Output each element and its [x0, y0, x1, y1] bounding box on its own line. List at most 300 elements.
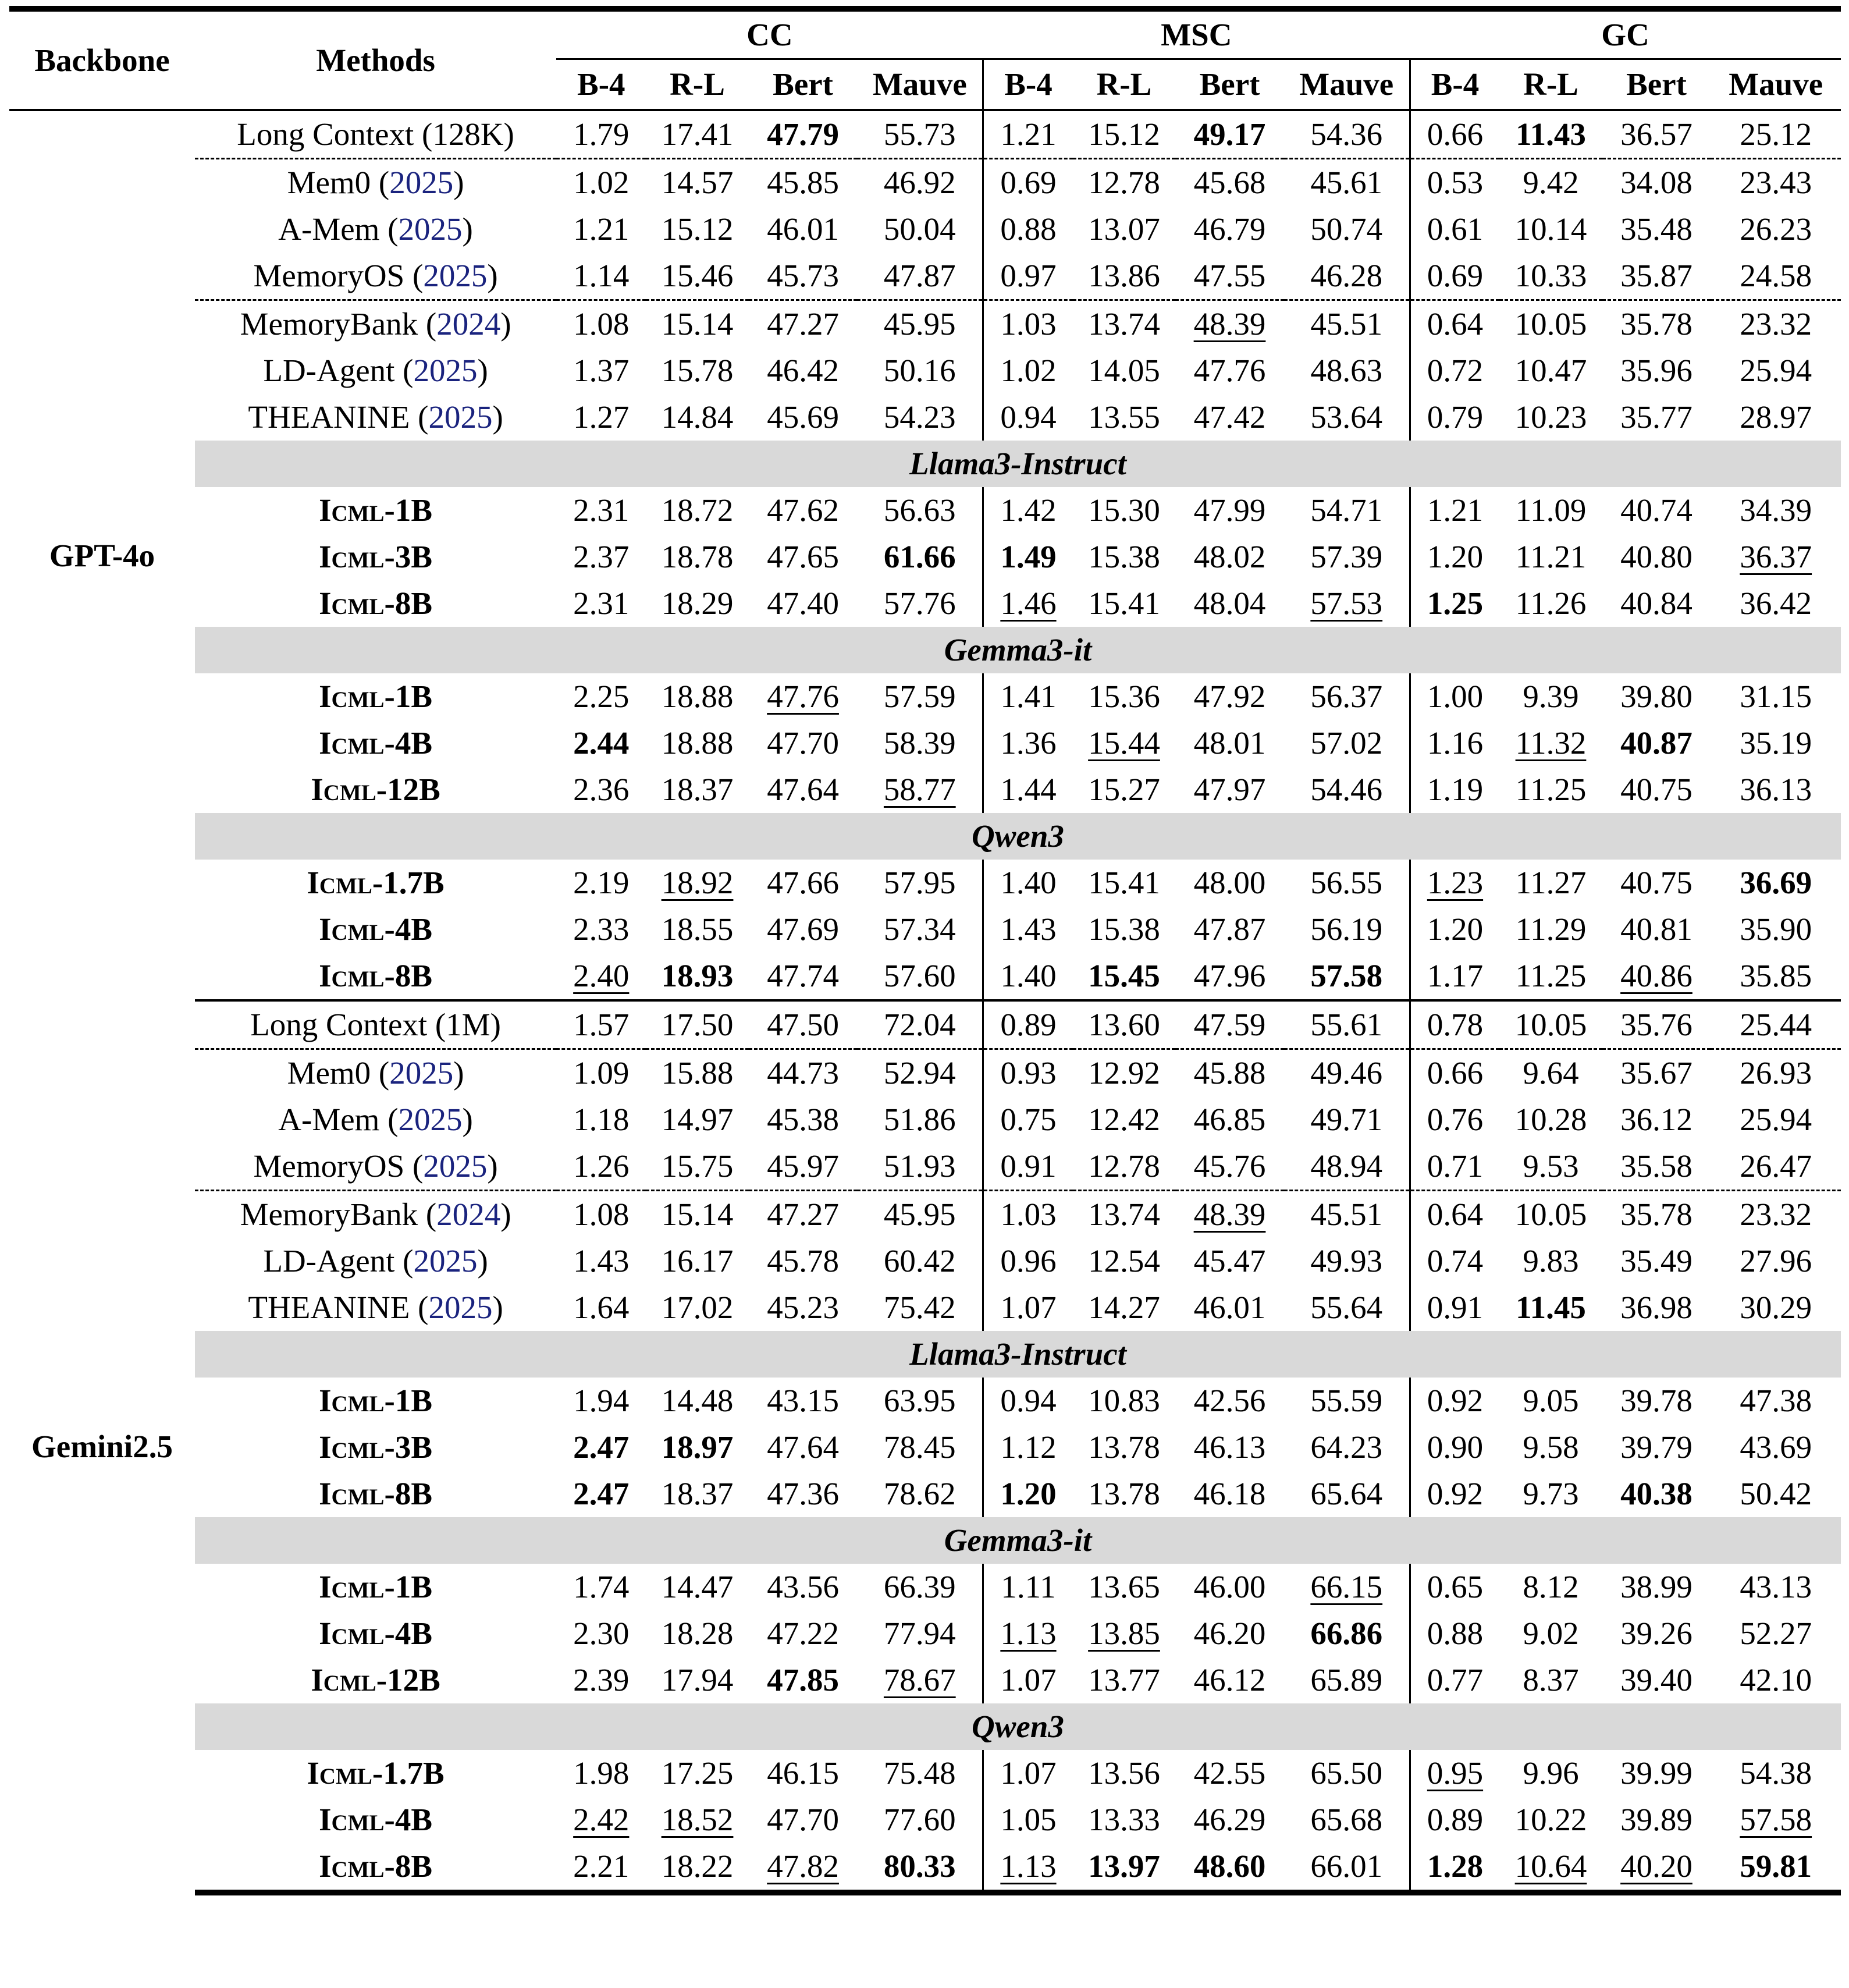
- value-text: 45.95: [883, 1197, 956, 1232]
- value-text: 47.70: [767, 1802, 839, 1837]
- value-text: 42.56: [1193, 1383, 1266, 1418]
- citation-link[interactable]: 2025: [389, 165, 454, 200]
- value-cell: [983, 1564, 1073, 1610]
- value-cell: [1499, 394, 1602, 441]
- value-text: 47.64: [767, 1429, 839, 1465]
- value-cell: [1711, 580, 1841, 627]
- value-text: 65.64: [1310, 1476, 1383, 1511]
- value-text: 0.91: [1427, 1290, 1484, 1325]
- value-text: 15.14: [661, 1197, 734, 1232]
- value-text: 72.04: [883, 1007, 956, 1042]
- value-cell: [1410, 534, 1499, 580]
- value-cell: [646, 1843, 748, 1893]
- value-cell: [1711, 110, 1841, 159]
- value-text: 0.71: [1427, 1148, 1484, 1184]
- value-cell: [1175, 720, 1284, 766]
- value-text: 25.94: [1740, 353, 1812, 388]
- method-name-cell: [195, 1378, 556, 1424]
- method-name-cell: [195, 110, 556, 159]
- value-text: 40.74: [1620, 492, 1692, 528]
- citation-link[interactable]: 2025: [423, 258, 488, 293]
- value-cell: [1711, 534, 1841, 580]
- value-cell: [983, 1750, 1073, 1797]
- value-cell: [1602, 1564, 1711, 1610]
- value-cell: [1711, 1797, 1841, 1843]
- method-prefix: I: [319, 1848, 332, 1884]
- citation-link[interactable]: 2025: [423, 1148, 488, 1184]
- value-text: 54.36: [1310, 116, 1383, 152]
- value-text: 45.78: [767, 1243, 839, 1279]
- value-text: 40.84: [1620, 585, 1692, 621]
- value-text: 1.08: [573, 1197, 630, 1232]
- value-text: 47.40: [767, 585, 839, 621]
- value-cell: [857, 1143, 983, 1191]
- value-cell: [1602, 347, 1711, 394]
- value-text: 47.50: [767, 1007, 839, 1042]
- method-prefix: I: [319, 585, 332, 621]
- value-cell: [1284, 394, 1410, 441]
- value-text: 0.74: [1427, 1243, 1484, 1279]
- value-cell: [1711, 1096, 1841, 1143]
- value-text: 23.32: [1740, 306, 1812, 342]
- value-cell: [857, 720, 983, 766]
- value-cell: [983, 860, 1073, 906]
- value-cell: [983, 1610, 1073, 1657]
- value-text: 47.82: [767, 1848, 839, 1884]
- value-text: 47.66: [767, 865, 839, 900]
- value-cell: [1602, 110, 1711, 159]
- value-cell: [1711, 1843, 1841, 1893]
- baseline-row: [9, 1049, 1841, 1097]
- value-text: 52.94: [883, 1055, 956, 1091]
- citation-link[interactable]: 2025: [428, 1290, 493, 1325]
- value-text: 35.78: [1620, 306, 1692, 342]
- value-text: 50.04: [883, 211, 956, 247]
- value-cell: [1073, 673, 1175, 720]
- value-cell: [749, 953, 858, 1000]
- value-cell: [1499, 1143, 1602, 1191]
- value-text: 78.62: [883, 1476, 956, 1511]
- value-text: 55.73: [883, 116, 956, 152]
- value-text: 17.02: [661, 1290, 734, 1325]
- value-text: 11.25: [1515, 958, 1587, 993]
- value-text: 26.23: [1740, 211, 1812, 247]
- value-text: 1.11: [1001, 1569, 1056, 1604]
- value-text: 47.96: [1193, 958, 1266, 993]
- method-smallcaps: cml: [323, 1662, 376, 1698]
- value-cell: [857, 1843, 983, 1893]
- value-text: 10.05: [1514, 1007, 1587, 1042]
- value-text: 28.97: [1740, 399, 1812, 435]
- value-cell: [1499, 300, 1602, 348]
- value-text: 1.49: [1000, 539, 1057, 574]
- value-text: 42.10: [1740, 1662, 1812, 1698]
- value-text: 77.94: [883, 1616, 956, 1651]
- method-name-cell: [195, 673, 556, 720]
- value-cell: [1602, 673, 1711, 720]
- value-cell: [1175, 1378, 1284, 1424]
- value-cell: [1602, 720, 1711, 766]
- value-text: 46.01: [767, 211, 839, 247]
- method-prefix: I: [319, 1383, 332, 1418]
- value-cell: [1711, 253, 1841, 300]
- value-cell: [1499, 1378, 1602, 1424]
- citation-link[interactable]: 2024: [436, 306, 501, 342]
- value-cell: [1073, 580, 1175, 627]
- header-metric-gc-b-4: B-4: [1410, 59, 1499, 111]
- value-cell: [857, 673, 983, 720]
- value-text: 0.88: [1427, 1616, 1484, 1651]
- value-cell: [1073, 1424, 1175, 1471]
- value-text: 15.88: [661, 1055, 734, 1091]
- value-text: 0.64: [1427, 306, 1484, 342]
- method-name: MemoryOS: [253, 258, 405, 293]
- citation-link[interactable]: 2025: [413, 353, 478, 388]
- value-cell: [1175, 1750, 1284, 1797]
- value-text: 10.47: [1514, 353, 1587, 388]
- value-cell: [1175, 1000, 1284, 1049]
- value-text: 1.43: [573, 1243, 630, 1279]
- value-text: 13.33: [1088, 1802, 1160, 1837]
- value-text: 48.04: [1193, 585, 1266, 621]
- value-cell: [749, 1610, 858, 1657]
- baseline-row: [9, 206, 1841, 253]
- value-text: 2.31: [573, 492, 630, 528]
- value-cell: [983, 1378, 1073, 1424]
- value-cell: [749, 300, 858, 348]
- section-header-row: [9, 1331, 1841, 1378]
- value-cell: [1499, 1797, 1602, 1843]
- icml-row: [9, 1750, 1841, 1797]
- value-text: 45.47: [1193, 1243, 1266, 1279]
- value-text: 1.20: [1427, 911, 1484, 947]
- value-cell: [556, 860, 646, 906]
- value-cell: [1410, 1000, 1499, 1049]
- value-cell: [1499, 766, 1602, 813]
- value-text: 53.64: [1310, 399, 1383, 435]
- value-text: 57.76: [883, 585, 956, 621]
- icml-row: [9, 1564, 1841, 1610]
- value-cell: [1175, 1143, 1284, 1191]
- value-text: 2.25: [573, 679, 630, 714]
- value-text: 39.79: [1620, 1429, 1692, 1465]
- value-text: 1.21: [1427, 492, 1484, 528]
- value-cell: [1602, 1750, 1711, 1797]
- value-cell: [1410, 1238, 1499, 1284]
- value-cell: [1410, 766, 1499, 813]
- value-cell: [857, 766, 983, 813]
- value-cell: [1284, 1238, 1410, 1284]
- value-text: 47.76: [1193, 353, 1266, 388]
- value-cell: [1073, 1238, 1175, 1284]
- method-size: -1.7B: [372, 1755, 445, 1791]
- value-text: 13.78: [1088, 1476, 1160, 1511]
- value-cell: [983, 1049, 1073, 1097]
- value-cell: [1284, 1378, 1410, 1424]
- section-header-row: [9, 627, 1841, 673]
- value-text: 15.46: [661, 258, 734, 293]
- value-cell: [749, 1000, 858, 1049]
- value-text: 54.46: [1310, 772, 1383, 807]
- value-cell: [646, 487, 748, 534]
- value-cell: [1284, 1284, 1410, 1331]
- value-cell: [749, 1471, 858, 1517]
- value-text: 48.63: [1310, 353, 1383, 388]
- value-text: 51.93: [883, 1148, 956, 1184]
- value-text: 45.97: [767, 1148, 839, 1184]
- value-cell: [857, 1424, 983, 1471]
- method-smallcaps: cml: [331, 1616, 385, 1651]
- value-text: 52.27: [1740, 1616, 1812, 1651]
- citation-link[interactable]: 2025: [389, 1055, 454, 1091]
- value-cell: [1284, 766, 1410, 813]
- value-cell: [1602, 580, 1711, 627]
- value-cell: [1073, 1564, 1175, 1610]
- value-text: 18.37: [661, 1476, 734, 1511]
- value-cell: [749, 1750, 858, 1797]
- value-cell: [556, 1191, 646, 1238]
- value-text: 1.98: [573, 1755, 630, 1791]
- header-metric-cc-bert: Bert: [773, 66, 833, 102]
- value-text: 1.94: [573, 1383, 630, 1418]
- value-text: 18.78: [661, 539, 734, 574]
- value-text: 35.76: [1620, 1007, 1692, 1042]
- value-text: 1.43: [1000, 911, 1057, 947]
- method-prefix: I: [319, 492, 332, 528]
- baseline-row: [9, 1238, 1841, 1284]
- value-text: 47.65: [767, 539, 839, 574]
- method-size: -4B: [384, 725, 433, 761]
- value-text: 35.48: [1620, 211, 1692, 247]
- value-cell: [1499, 1284, 1602, 1331]
- value-cell: [1410, 953, 1499, 1000]
- value-text: 46.92: [883, 165, 956, 200]
- value-cell: [1410, 1610, 1499, 1657]
- value-text: 66.01: [1310, 1848, 1383, 1884]
- value-text: 0.89: [1000, 1007, 1057, 1042]
- citation-link[interactable]: 2025: [413, 1243, 478, 1279]
- value-text: 54.23: [883, 399, 956, 435]
- value-text: 49.46: [1310, 1055, 1383, 1091]
- value-text: 66.39: [883, 1569, 956, 1604]
- value-cell: [1711, 1238, 1841, 1284]
- baseline-row: [9, 300, 1841, 348]
- value-cell: [749, 673, 858, 720]
- value-text: 39.89: [1620, 1802, 1692, 1837]
- value-cell: [1073, 906, 1175, 953]
- value-cell: [983, 673, 1073, 720]
- section-title: Qwen3: [195, 1703, 1841, 1750]
- value-text: 45.61: [1310, 165, 1383, 200]
- value-text: 45.73: [767, 258, 839, 293]
- citation-link[interactable]: 2025: [428, 399, 493, 435]
- method-name-cell: [195, 1564, 556, 1610]
- value-text: 47.87: [883, 258, 956, 293]
- value-cell: [1284, 1610, 1410, 1657]
- value-cell: [1602, 1797, 1711, 1843]
- value-cell: [1602, 1049, 1711, 1097]
- value-text: 46.28: [1310, 258, 1383, 293]
- method-name-cell: [195, 766, 556, 813]
- value-text: 17.41: [661, 116, 734, 152]
- value-text: 15.38: [1088, 911, 1160, 947]
- value-text: 31.15: [1740, 679, 1812, 714]
- value-text: 77.60: [883, 1802, 956, 1837]
- value-cell: [1175, 1238, 1284, 1284]
- value-cell: [1175, 906, 1284, 953]
- value-cell: [1711, 1284, 1841, 1331]
- value-cell: [1410, 1843, 1499, 1893]
- value-cell: [1602, 1143, 1711, 1191]
- value-text: 11.27: [1515, 865, 1587, 900]
- value-cell: [983, 720, 1073, 766]
- value-text: 2.39: [573, 1662, 630, 1698]
- value-cell: [1499, 1238, 1602, 1284]
- section-title: Llama3-Instruct: [195, 441, 1841, 487]
- value-cell: [1284, 1191, 1410, 1238]
- value-cell: [1175, 860, 1284, 906]
- value-cell: [749, 487, 858, 534]
- header-backbone: Backbone: [34, 42, 170, 78]
- value-text: 9.83: [1523, 1243, 1579, 1279]
- value-cell: [646, 1284, 748, 1331]
- value-text: 60.42: [883, 1243, 956, 1279]
- value-text: 18.92: [661, 865, 734, 900]
- citation-link[interactable]: 2024: [436, 1197, 501, 1232]
- value-cell: [556, 1657, 646, 1703]
- value-cell: [983, 1284, 1073, 1331]
- value-cell: [556, 534, 646, 580]
- value-cell: [646, 720, 748, 766]
- citation-link[interactable]: 2025: [398, 1102, 463, 1137]
- value-cell: [1499, 673, 1602, 720]
- value-cell: [1499, 1471, 1602, 1517]
- method-name-cell: [195, 720, 556, 766]
- value-text: 0.94: [1000, 399, 1057, 435]
- value-text: 40.81: [1620, 911, 1692, 947]
- header-metric-gc-r-l: R-L: [1523, 66, 1578, 102]
- value-cell: [1602, 206, 1711, 253]
- method-size: -1.7B: [372, 865, 445, 900]
- value-text: 36.57: [1620, 116, 1692, 152]
- value-text: 1.42: [1000, 492, 1057, 528]
- value-text: 30.29: [1740, 1290, 1812, 1325]
- value-text: 1.13: [1000, 1616, 1057, 1651]
- value-cell: [1602, 1471, 1711, 1517]
- value-cell: [1284, 534, 1410, 580]
- value-cell: [1602, 487, 1711, 534]
- value-text: 14.84: [661, 399, 734, 435]
- method-smallcaps: cml: [331, 492, 385, 528]
- value-cell: [1711, 1378, 1841, 1424]
- value-cell: [1602, 534, 1711, 580]
- value-cell: [749, 1378, 858, 1424]
- value-text: 1.21: [573, 211, 630, 247]
- value-cell: [1410, 1143, 1499, 1191]
- section-title: Qwen3: [195, 813, 1841, 860]
- value-text: 0.95: [1427, 1755, 1484, 1791]
- value-text: 57.59: [883, 679, 956, 714]
- icml-row: [9, 1378, 1841, 1424]
- value-text: 1.20: [1427, 539, 1484, 574]
- value-cell: [1711, 347, 1841, 394]
- method-prefix: I: [311, 772, 323, 807]
- value-cell: [1073, 1284, 1175, 1331]
- value-text: 36.69: [1740, 865, 1812, 900]
- value-text: 11.26: [1515, 585, 1587, 621]
- value-text: 64.23: [1310, 1429, 1383, 1465]
- value-text: 11.43: [1516, 116, 1586, 152]
- citation-link[interactable]: 2025: [398, 211, 463, 247]
- value-text: 23.43: [1740, 165, 1812, 200]
- icml-row: [9, 953, 1841, 1000]
- value-text: 1.00: [1427, 679, 1484, 714]
- value-cell: [1175, 1657, 1284, 1703]
- value-text: 43.69: [1740, 1429, 1812, 1465]
- value-cell: [646, 1049, 748, 1097]
- value-cell: [983, 394, 1073, 441]
- value-text: 1.41: [1000, 679, 1057, 714]
- section-header-row: [9, 1517, 1841, 1564]
- icml-row: [9, 766, 1841, 813]
- method-size: -3B: [384, 539, 433, 574]
- method-name-cell: [195, 1000, 556, 1049]
- value-text: 0.65: [1427, 1569, 1484, 1604]
- value-text: 18.72: [661, 492, 734, 528]
- value-text: 58.77: [883, 772, 956, 807]
- method-smallcaps: cml: [331, 1429, 385, 1465]
- value-cell: [1499, 253, 1602, 300]
- value-text: 14.97: [661, 1102, 734, 1137]
- value-cell: [556, 253, 646, 300]
- value-text: 36.42: [1740, 585, 1812, 621]
- value-cell: [646, 1424, 748, 1471]
- value-cell: [646, 253, 748, 300]
- value-text: 17.50: [661, 1007, 734, 1042]
- value-text: 15.12: [661, 211, 734, 247]
- value-cell: [1073, 953, 1175, 1000]
- header-group-gc: GC: [1410, 9, 1841, 59]
- value-cell: [857, 159, 983, 207]
- value-text: 13.65: [1088, 1569, 1160, 1604]
- value-cell: [1711, 206, 1841, 253]
- value-cell: [1073, 347, 1175, 394]
- value-cell: [556, 1143, 646, 1191]
- value-text: 2.19: [573, 865, 630, 900]
- value-cell: [1410, 110, 1499, 159]
- method-prefix: I: [319, 1616, 332, 1651]
- value-text: 2.44: [573, 725, 630, 761]
- value-cell: [983, 1000, 1073, 1049]
- value-text: 1.36: [1000, 725, 1057, 761]
- value-cell: [1499, 487, 1602, 534]
- value-cell: [556, 953, 646, 1000]
- value-cell: [1711, 159, 1841, 207]
- value-text: 40.20: [1620, 1848, 1692, 1884]
- value-text: 1.37: [573, 353, 630, 388]
- value-text: 15.36: [1088, 679, 1160, 714]
- value-cell: [749, 1843, 858, 1893]
- header-methods: Methods: [316, 42, 435, 78]
- value-text: 47.85: [767, 1662, 839, 1698]
- value-text: 46.01: [1193, 1290, 1266, 1325]
- value-text: 38.99: [1620, 1569, 1692, 1604]
- value-text: 47.79: [767, 116, 839, 152]
- value-cell: [556, 673, 646, 720]
- method-smallcaps: cml: [331, 1383, 385, 1418]
- value-text: 0.53: [1427, 165, 1484, 200]
- method-size: -12B: [376, 772, 440, 807]
